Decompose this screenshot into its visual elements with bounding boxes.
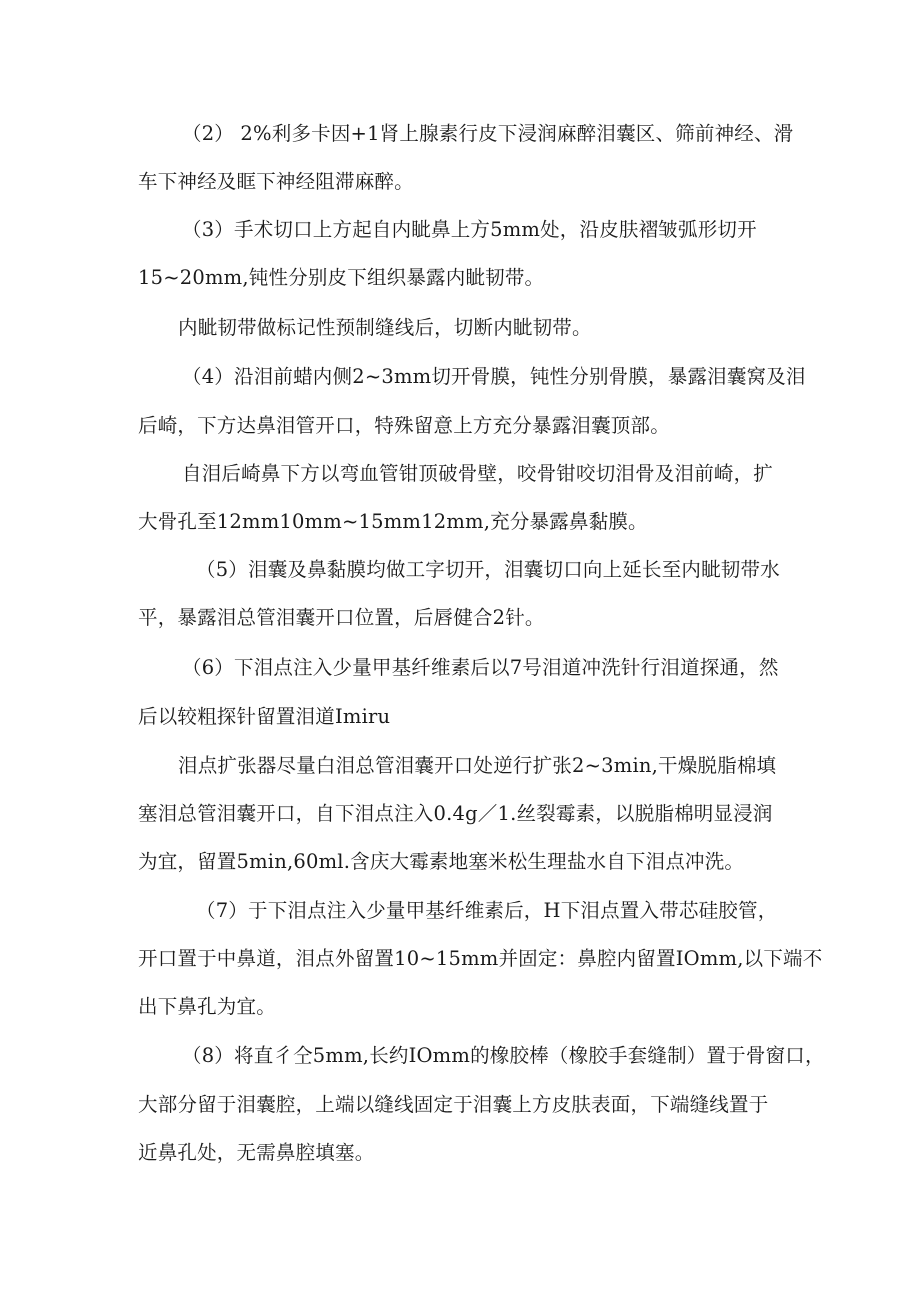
text-line: （8）将直彳仝5mm,长约IOmm的橡胶棒（橡胶手套缝制）置于骨窗口，	[182, 1044, 825, 1067]
text-line: （5）泪囊及鼻黏膜均做工字切开，泪囊切口向上延长至内眦韧带水	[196, 558, 780, 581]
text-line: 大部分留于泪囊腔，上端以缝线固定于泪囊上方皮肤表面，下端缝线置于	[138, 1093, 769, 1116]
text-line: 后以较粗探针留置泪道Imiru	[138, 705, 391, 728]
text-line: 为宜，留置5min,60ml.含庆大霉素地塞米松生理盐水自下泪点冲洗。	[138, 850, 745, 873]
text-line: 自泪后崎鼻下方以弯血管钳顶破骨壁，咬骨钳咬切泪骨及泪前崎，扩	[182, 462, 774, 485]
text-line: 近鼻孔处，无需鼻腔填塞。	[138, 1141, 375, 1164]
text-line: 出下鼻孔为宜。	[138, 995, 276, 1018]
text-line: 内眦韧带做标记性预制缝线后，切断内眦韧带。	[178, 316, 592, 339]
text-line: （2） 2%利多卡因+1肾上腺素行皮下浸润麻醉泪囊区、筛前神经、滑	[182, 122, 794, 145]
text-line: 塞泪总管泪囊开口，自下泪点注入0.4g／1.丝裂霉素，以脱脂棉明显浸润	[138, 802, 773, 825]
text-line: 车下神经及眶下神经阻滞麻醉。	[138, 170, 414, 193]
text-line: （4）沿泪前蜡内侧2~3mm切开骨膜，钝性分别骨膜，暴露泪囊窝及泪	[182, 365, 806, 388]
text-line: 大骨孔至12mm10mm~15mm12mm,充分暴露鼻黏膜。	[138, 510, 648, 533]
text-line: （6）下泪点注入少量甲基纤维素后以7号泪道冲洗针行泪道探通，然	[182, 656, 779, 679]
text-line: 15~20mm,钝性分别皮下组织暴露内眦韧带。	[138, 266, 545, 289]
text-line: 平，暴露泪总管泪囊开口位置，后唇健合2针。	[138, 606, 545, 629]
text-line: 开口置于中鼻道，泪点外留置10~15mm并固定：鼻腔内留置IOmm,以下端不	[138, 947, 823, 970]
text-line: 后崎，下方达鼻泪管开口，特殊留意上方充分暴露泪囊顶部。	[138, 414, 670, 437]
text-line: （3）手术切口上方起自内眦鼻上方5mm处，沿皮肤褶皱弧形切开	[182, 218, 757, 241]
text-line: （7）于下泪点注入少量甲基纤维素后，H下泪点置入带芯硅胶管，	[196, 899, 778, 922]
text-line: 泪点扩张器尽量白泪总管泪囊开口处逆行扩张2~3min,干燥脱脂棉填	[178, 754, 777, 777]
